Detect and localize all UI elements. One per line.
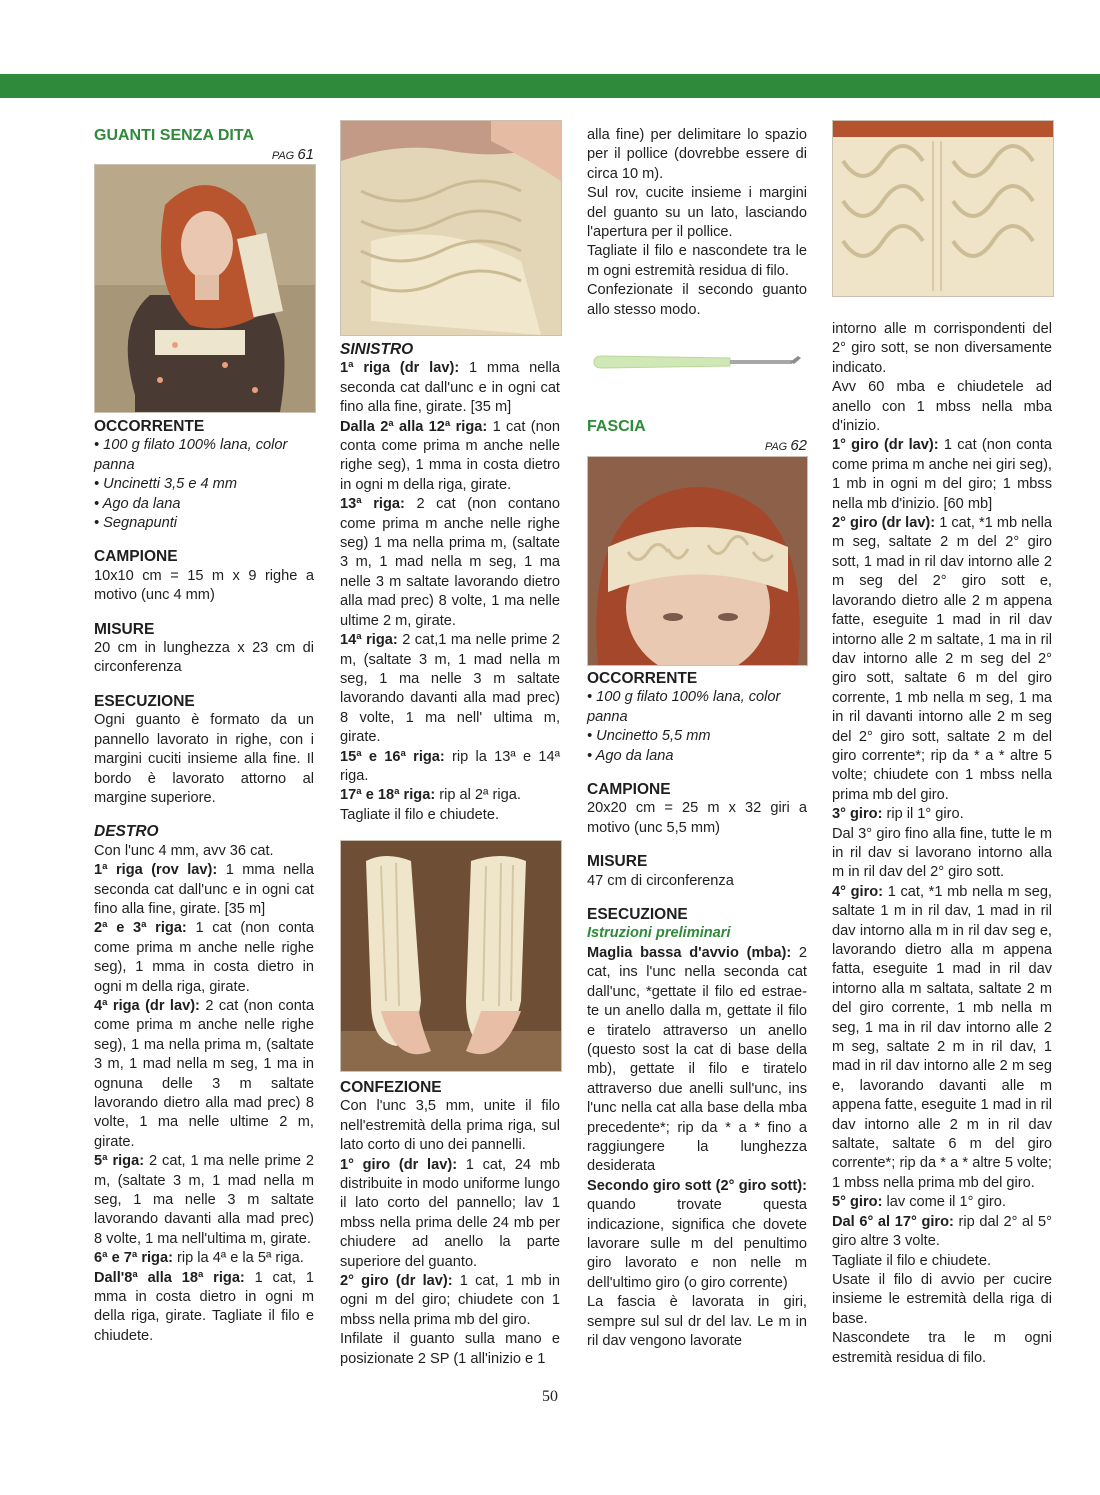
misure-text: 47 cm di circonferenza [587, 872, 734, 889]
instruction-row: Dall'8ª alla 18ª riga: 1 cat, 1 mma in costa dietro in ogni m della riga, girate. Tagliate il filo e chiudete. [94, 1269, 314, 1344]
instruction-row: 5ª riga: 2 cat, 1 ma nelle prime 2 m, (saltate 3 m, 1 mad nella m seg, 1 ma nelle 3 m saltate lavorando davanti alla mad prec) 8 volte, 1 ma nell'ultima m, girate. [94, 1153, 315, 1247]
instruction-row: Infilate il guanto sulla mano e posizionate 2 SP (1 all'inizio e 1 [340, 1331, 560, 1367]
material-item: • 100 g filato 100% lana, color panna [587, 689, 781, 725]
section-misure: MISURE [587, 853, 648, 871]
instruction-row: Tagliate il filo e chiudete. [340, 806, 500, 823]
instruction-row: Dal 6° al 17° giro: rip dal 2° al 5° giro altre 3 volte. [832, 1213, 1053, 1250]
instruction-row: 2ª e 3ª riga: 1 cat (non conta come prima m anche nelle righe seg), 1 mma in costa dietro in ogni m della riga, girate. [94, 920, 314, 995]
material-item: • Uncinetto 5,5 mm [587, 728, 711, 745]
instruction-row: Tagliate il filo e nascondete tra le m ogni estremità residua di filo. [587, 243, 807, 279]
instruction-row: Confezionate il secondo guanto allo stesso modo. [587, 282, 807, 318]
instruction-row: 1ª riga (rov lav): 1 mma nella seconda cat dall'unc e in ogni cat fino alla fine, girate. [35 m] [94, 862, 314, 917]
instruction-row: Avv 60 mba e chiudetele ad anello con 1 mbss nella mba d'inizio. [832, 379, 1052, 435]
photo-woman-headband [587, 456, 808, 666]
instruction-row: 4° giro: 1 cat, *1 mb nella m seg, saltate 1 m in ril dav, 1 mad in ril dav intorno alla m in ril dav seg e, lavorando dietro alla m appena fatta, eseguite 1 mad in ril dav intorno alla m saltata, saltate 2 m del giro corrente, 1 mb nella m seg, 1 ma in ril dav intorno alle 2 m seg, saltate 2 m in ril dav, 1 mad in ril dav intorno alle 2 m seg e, lavorando davanti alle m appena fatte, eseguite 1 mad in ril dav intorno alle 2 m in ril dav saltate, saltate 6 m del giro corrente*; rip da * a * altre 5 volte; 1 mbss nella prima mb del giro. [832, 883, 1052, 1191]
material-item: • Ago da lana [94, 495, 181, 512]
instruction-row: 1° giro (dr lav): 1 cat (non conta come prima m anche nei giri seg), 1 mb in ogni m del giro; 1 mbss nella mb d'inizio. [60 mb] [832, 437, 1053, 512]
header-green-bar [0, 74, 1100, 98]
column-4-text [832, 320, 1052, 1368]
destro-intro: Con l'unc 4 mm, avv 36 cat. [94, 842, 274, 859]
column-2-text-top [340, 340, 560, 825]
confezione-text: Con l'unc 3,5 mm, unite il filo nell'estremità della prima riga, sul lato corto di uno dei pannelli. [340, 1098, 560, 1154]
section-destro: DESTRO [94, 823, 159, 841]
photo-headband-closeup [832, 120, 1054, 297]
material-item: • Uncinetti 3,5 e 4 mm [94, 476, 237, 493]
page-ref: PAG 61 [271, 146, 314, 164]
instruction-row: 17ª e 18ª riga: rip al 2ª riga. [340, 787, 521, 804]
instruction-row: Nascondete tra le m ogni estremità residua di filo. [832, 1330, 1052, 1366]
instruction-row: 1ª riga (dr lav): 1 mma nella seconda cat dall'unc e in ogni cat fino alla fine, girate. [35 m] [340, 360, 560, 416]
pattern-title-gloves: GUANTI SENZA DITA [94, 127, 254, 144]
section-confezione: CONFEZIONE [340, 1079, 442, 1096]
section-occorrente: OCCORRENTE [94, 418, 205, 435]
pattern-title-headband: FASCIA [587, 418, 646, 435]
section-esecuzione: ESECUZIONE [587, 906, 688, 924]
column-3-fascia-header [587, 417, 807, 458]
instruction-row: Tagliate il filo e chiudete. [832, 1252, 992, 1269]
page-number: 50 [542, 1388, 558, 1405]
column-3-text-top [587, 126, 807, 320]
section-esecuzione: ESECUZIONE [94, 692, 195, 710]
column-1-text [94, 417, 314, 1346]
misure-text: 20 cm in lunghezza x 23 cm di circonferenza [94, 640, 314, 676]
section-campione: CAMPIONE [587, 781, 671, 799]
column-2-text-bottom [340, 1078, 560, 1369]
subsection-istruzioni: Istruzioni preliminari [587, 925, 731, 942]
crochet-hook-image [590, 350, 805, 374]
instruction-row: intorno alle m corrispondenti del 2° giro sott, se non diversamente indicato. [832, 321, 1052, 376]
photo-glove-closeup [340, 120, 562, 336]
instruction-row: 15ª e 16ª riga: rip la 13ª e 14ª riga. [340, 748, 560, 784]
instruction-row: 4ª riga (dr lav): 2 cat (non conta come prima m anche nelle righe seg), 1 ma nella prima m, (saltate 3 m, 1 mad nella m seg, 1 ma in ognuna delle 3 m saltate lavorando dietro alla mad prec) 8 volte, 1 ma nelle ultime 2 m, girate. [94, 997, 314, 1150]
instruction-row: 2° giro (dr lav): 1 cat, *1 mb nella m seg, saltate 2 m del 2° giro sott, 1 mad in ril dav intorno alle 2 m seg del 2° giro sott e, lavorando dietro alle 2 m appena fatte, eseguite 1 mad in ril dav intorno alle 2 m saltate, 1 ma in ril dav intorno alle 2 m seg del 2° giro sott, saltate 6 m del giro corrente, 1 mb nella m seg, 1 ma in ril davanti intorno alle 2 m seg del 2° giro sott, saltate 2 m del giro corrente*; rip da * a * altre 5 volte; chiudete con 1 mbss nella prima mb del giro. [832, 515, 1052, 803]
instruction-row: 6ª e 7ª riga: rip la 4ª e la 5ª riga. [94, 1250, 304, 1267]
photo-woman-gloves [94, 164, 316, 413]
instruction-row: 14ª riga: 2 cat,1 ma nelle prime 2 m, (saltate 3 m, 1 mad nella m seg, 1 ma nelle 3 m saltate lavorando davanti alla mad prec) 8 volte, 1 ma nell' ultima m, girate. [340, 632, 560, 746]
campione-text: 20x20 cm = 25 m x 32 giri a motivo (unc 5,5 mm) [587, 800, 807, 836]
instruction-row: Sul rov, cucite insieme i margini del guanto su un lato, lasciando l'apertura per il pollice. [587, 185, 807, 241]
material-item: • 100 g filato 100% lana, color panna [94, 437, 288, 473]
page-ref: PAG 62 [764, 437, 807, 455]
instruction-row: 2° giro (dr lav): 1 cat, 1 mb in ogni m del giro; chiudete con 1 mbss nella prima mb del giro. [340, 1273, 560, 1328]
material-item: • Ago da lana [587, 747, 674, 764]
campione-text: 10x10 cm = 15 m x 9 righe a motivo (unc 4 mm) [94, 567, 314, 604]
instruction-row: 1° giro (dr lav): 1 cat, 24 mb distribuite in modo uniforme lungo il lato corto del pannello; lav 1 mbss nella prima delle 24 mb per chiudere ad anello la parte superiore del guanto. [340, 1156, 560, 1270]
material-item: • Segnapunti [94, 515, 178, 532]
instruction-row: Secondo giro sott (2° giro sott): quando trovate questa indicazione, significa che dovete lavorare sulle m del penultimo giro lavorato e non nelle m dell'ultimo giro (o giro corrente) [587, 1177, 807, 1291]
instruction-row: 13ª riga: 2 cat (non contano come prima m anche nelle righe seg) 1 ma nella prima m, (saltate 3 m, 1 mad nella m seg, 1 ma nelle 3 m saltate lavorando dietro alla mad prec) 8 volte, 1 ma nelle ultime 2 m, girate. [340, 496, 560, 629]
section-occorrente: OCCORRENTE [587, 670, 698, 687]
instruction-row: Dal 3° giro fino alla fine, tutte le m in ril dav si lavorano intorno alla m in ril dav del 2° giro sott. [832, 825, 1052, 881]
column-3-text-bottom [587, 669, 807, 1351]
section-misure: MISURE [94, 620, 155, 638]
instruction-row: 5° giro: lav come il 1° giro. [832, 1194, 1006, 1211]
instruction-row: La fascia è lavorata in giri, sempre sul sul dr del lav. Le m in ril dav vengono lavorate [587, 1294, 807, 1349]
photo-gloves-on-hands [340, 840, 562, 1072]
instruction-row: Usate il filo di avvio per cucire insieme le estremità della riga di base. [832, 1271, 1052, 1327]
instruction-row: alla fine) per delimitare lo spazio per il pollice (dovrebbe essere di circa 10 m). [587, 127, 807, 182]
section-campione: CAMPIONE [94, 548, 178, 566]
section-sinistro: SINISTRO [340, 341, 414, 358]
esecuzione-text: Ogni guanto è formato da un pannello lavorato in righe, con i margini cuciti insieme alla fine. Il bordo è lavorato attorno al margine superiore. [94, 712, 314, 806]
column-1 [94, 126, 314, 167]
instruction-row: Dalla 2ª alla 12ª riga: 1 cat (non conta come prima m anche nelle righe seg), 1 mma in costa dietro in ogni m della riga, girate. [340, 418, 560, 493]
instruction-row: Maglia bassa d'avvio (mba): 2 cat, ins l'unc nella seconda cat dall'unc, *gettate il filo ed estrae-te un anello dalla m, gettate il filo e tiratelo attraverso un anello (questo sost la cat di base della mb), gettate il filo e tiratelo attraverso due anelli sull'unc, ins l'unc nella cat alla base della mba precedente*; rip da * a * fino a raggiungere la lunghezza desiderata [587, 944, 808, 1175]
instruction-row: 3° giro: rip il 1° giro. [832, 806, 964, 823]
